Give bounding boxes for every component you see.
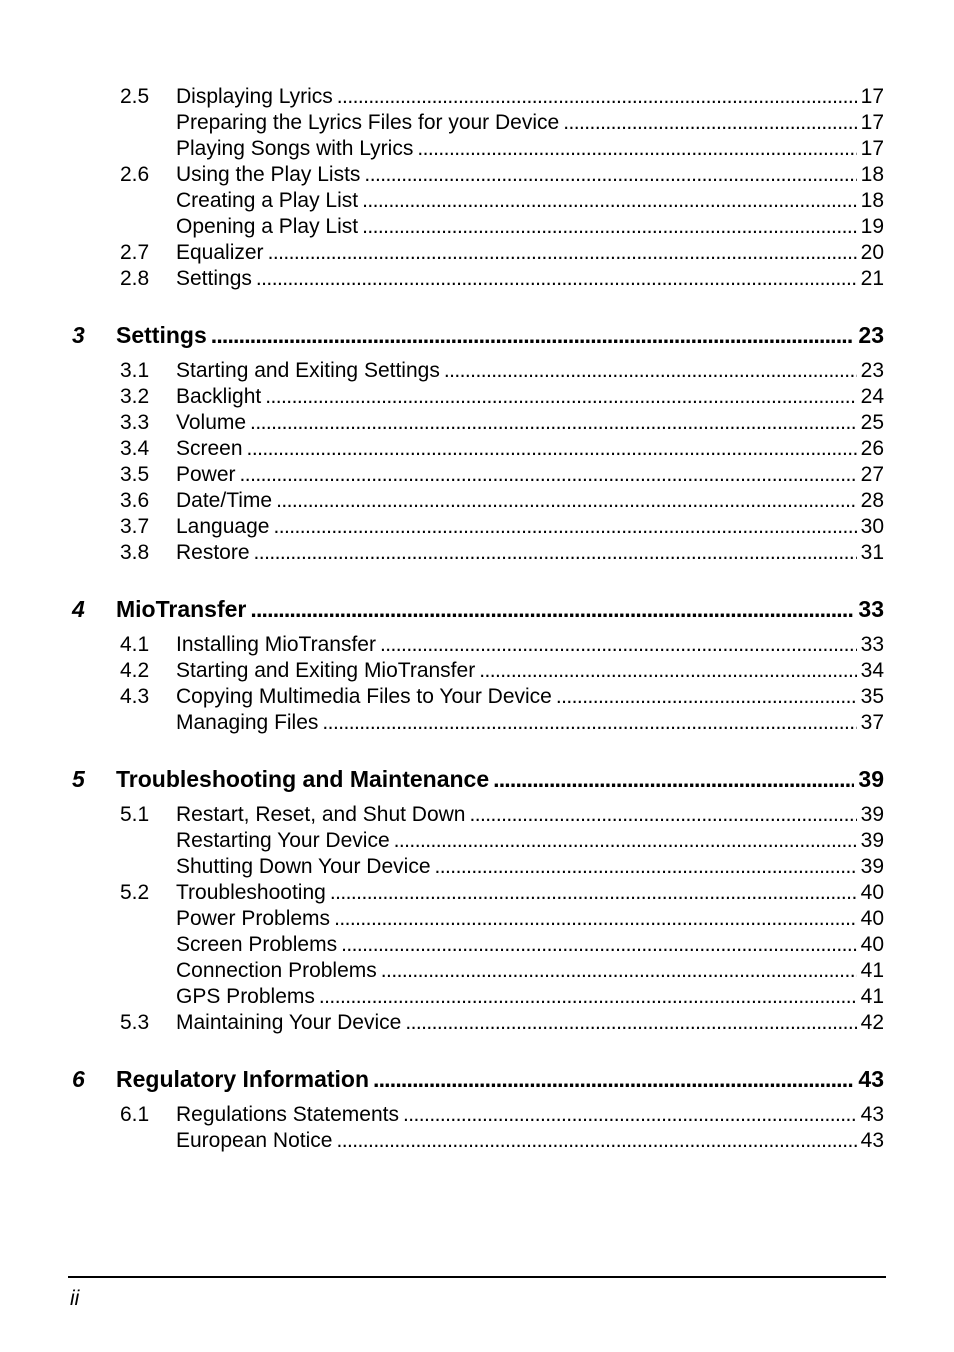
toc-entry-row[interactable] <box>120 658 884 684</box>
toc-entry-number: 3.3 <box>120 411 150 434</box>
dot-leader <box>247 436 857 462</box>
toc-entry-title: European Notice <box>176 1129 333 1152</box>
dot-leader <box>362 214 857 240</box>
toc-entry-page: 30 <box>860 515 884 538</box>
toc-entry-title: Managing Files <box>176 711 319 734</box>
toc-entry-number: 3 <box>72 322 85 348</box>
toc-entry-number: 3.4 <box>120 437 150 460</box>
toc-entry-title: Backlight <box>176 385 262 408</box>
toc-entry-title: Power <box>176 463 236 486</box>
toc-entry-title: Troubleshooting <box>176 881 326 904</box>
dot-leader <box>250 410 857 436</box>
toc-entry-row[interactable] <box>120 1010 884 1036</box>
toc-entry-page: 33 <box>860 633 884 656</box>
toc-entry-row[interactable] <box>120 84 884 110</box>
toc-entry-row[interactable] <box>120 684 884 710</box>
toc-entry-title: Volume <box>176 411 247 434</box>
dot-leader <box>493 764 854 794</box>
toc-entry-title: Restarting Your Device <box>176 829 390 852</box>
toc-entry-page: 43 <box>858 1066 884 1092</box>
toc-chapter-row[interactable] <box>72 320 884 350</box>
toc-entry-title: MioTransfer <box>116 596 247 622</box>
toc-entry-row[interactable] <box>176 188 884 214</box>
dot-leader <box>444 358 857 384</box>
toc-entry-row[interactable] <box>176 1128 884 1154</box>
toc-chapter-row[interactable] <box>72 764 884 794</box>
footer-rule <box>68 1276 886 1278</box>
toc-entry-number: 6 <box>72 1066 85 1092</box>
toc-entry-page: 31 <box>860 541 884 564</box>
toc-entry-page: 17 <box>860 111 884 134</box>
toc-entry-title: Language <box>176 515 270 538</box>
toc-entry-number: 5.1 <box>120 803 150 826</box>
toc-entry-title: Equalizer <box>176 241 264 264</box>
toc-entry-page: 27 <box>860 463 884 486</box>
toc-entry-row[interactable] <box>176 710 884 736</box>
toc-entry-number: 5.3 <box>120 1011 150 1034</box>
toc-entry-number: 3.6 <box>120 489 150 512</box>
toc-entry-page: 37 <box>860 711 884 734</box>
toc-entry-page: 23 <box>860 359 884 382</box>
toc-entry-page: 41 <box>860 959 884 982</box>
toc-entry-page: 18 <box>860 189 884 212</box>
toc-entry-title: Restore <box>176 541 250 564</box>
dot-leader <box>469 802 856 828</box>
dot-leader <box>268 240 857 266</box>
toc-entry-row[interactable] <box>120 384 884 410</box>
toc-entry-page: 25 <box>860 411 884 434</box>
dot-leader <box>394 828 857 854</box>
toc-entry-number: 6.1 <box>120 1103 150 1126</box>
toc-entry-page: 42 <box>860 1011 884 1034</box>
toc-entry-row[interactable] <box>120 462 884 488</box>
toc-entry-row[interactable] <box>120 162 884 188</box>
dot-leader <box>330 880 857 906</box>
toc-entry-page: 23 <box>858 322 884 348</box>
toc-entry-title: Creating a Play List <box>176 189 359 212</box>
dot-leader <box>403 1102 857 1128</box>
toc-chapter-row[interactable] <box>72 1064 884 1094</box>
dot-leader <box>211 320 855 350</box>
toc-entry-title: Power Problems <box>176 907 331 930</box>
toc-entry-page: 39 <box>860 829 884 852</box>
dot-leader <box>380 632 857 658</box>
dot-leader <box>254 540 857 566</box>
toc-entry-page: 26 <box>860 437 884 460</box>
toc-entry-title: Displaying Lyrics <box>176 85 333 108</box>
toc-entry-title: Preparing the Lyrics Files for your Device <box>176 111 560 134</box>
toc-entry-page: 39 <box>860 855 884 878</box>
toc-entry-title: Installing MioTransfer <box>176 633 376 656</box>
dot-leader <box>381 958 857 984</box>
toc-entry-row[interactable] <box>176 214 884 240</box>
toc-entry-row[interactable] <box>120 358 884 384</box>
toc-entry-title: Regulatory Information <box>116 1066 370 1092</box>
toc-entry-row[interactable] <box>176 984 884 1010</box>
toc-entry-row[interactable] <box>120 802 884 828</box>
dot-leader <box>435 854 857 880</box>
toc-entry-page: 34 <box>860 659 884 682</box>
toc-entry-number: 3.5 <box>120 463 150 486</box>
toc-entry-title: Restart, Reset, and Shut Down <box>176 803 466 826</box>
dot-leader <box>479 658 856 684</box>
toc-entry-title: Starting and Exiting MioTransfer <box>176 659 476 682</box>
dot-leader <box>322 710 856 736</box>
toc-entry-page: 24 <box>860 385 884 408</box>
toc-entry-row[interactable] <box>176 958 884 984</box>
dot-leader <box>250 594 854 624</box>
toc-entry-title: Settings <box>176 267 252 290</box>
toc-entry-number: 2.5 <box>120 85 150 108</box>
dot-leader <box>273 514 856 540</box>
toc-entry-page: 35 <box>860 685 884 708</box>
toc-entry-page: 19 <box>860 215 884 238</box>
dot-leader <box>334 906 857 932</box>
toc-entry-title: Copying Multimedia Files to Your Device <box>176 685 552 708</box>
toc-entry-row[interactable] <box>176 136 884 162</box>
toc-entry-number: 5 <box>72 766 85 792</box>
toc-entry-number: 5.2 <box>120 881 150 904</box>
dot-leader <box>417 136 856 162</box>
toc-entry-number: 2.7 <box>120 241 150 264</box>
toc-entry-title: Date/Time <box>176 489 273 512</box>
toc-entry-title: Screen <box>176 437 243 460</box>
toc-entry-title: Settings <box>116 322 207 348</box>
toc-entry-row[interactable] <box>120 514 884 540</box>
toc-entry-page: 21 <box>860 267 884 290</box>
toc-entry-page: 20 <box>860 241 884 264</box>
toc-entry-row[interactable] <box>176 854 884 880</box>
dot-leader <box>364 162 856 188</box>
toc-entry-page: 33 <box>858 596 884 622</box>
dot-leader <box>337 84 857 110</box>
toc-entry-number: 4.3 <box>120 685 150 708</box>
toc-entry-row[interactable] <box>120 632 884 658</box>
toc-entry-title: Opening a Play List <box>176 215 359 238</box>
toc-entry-number: 4.1 <box>120 633 150 656</box>
dot-leader <box>276 488 857 514</box>
toc-entry-title: Shutting Down Your Device <box>176 855 431 878</box>
toc-entry-number: 4 <box>72 596 85 622</box>
toc-entry-page: 43 <box>860 1129 884 1152</box>
dot-leader <box>373 1064 854 1094</box>
toc-entry-row[interactable] <box>120 266 884 292</box>
toc-entry-number: 2.8 <box>120 267 150 290</box>
dot-leader <box>265 384 856 410</box>
toc-entry-number: 4.2 <box>120 659 150 682</box>
toc-entry-page: 39 <box>858 766 884 792</box>
toc-entry-row[interactable] <box>176 110 884 136</box>
dot-leader <box>256 266 857 292</box>
toc-entry-page: 41 <box>860 985 884 1008</box>
toc-entry-row[interactable] <box>120 880 884 906</box>
toc-entry-page: 28 <box>860 489 884 512</box>
toc-entry-row[interactable] <box>120 1102 884 1128</box>
toc-entry-title: Starting and Exiting Settings <box>176 359 440 382</box>
toc-entry-row[interactable] <box>120 240 884 266</box>
toc-chapter-row[interactable] <box>72 594 884 624</box>
toc-entry-page: 40 <box>860 933 884 956</box>
toc-entry-title: Connection Problems <box>176 959 377 982</box>
toc-entry-page: 39 <box>860 803 884 826</box>
toc-entry-row[interactable] <box>176 932 884 958</box>
toc-entry-title: Troubleshooting and Maintenance <box>116 766 490 792</box>
toc-entry-number: 3.8 <box>120 541 150 564</box>
dot-leader <box>319 984 857 1010</box>
dot-leader <box>341 932 857 958</box>
toc-entry-title: Regulations Statements <box>176 1103 399 1126</box>
toc-entry-title: Screen Problems <box>176 933 338 956</box>
toc-entry-number: 3.7 <box>120 515 150 538</box>
dot-leader <box>563 110 856 136</box>
page-number: ii <box>70 1287 80 1310</box>
toc-entry-title: GPS Problems <box>176 985 315 1008</box>
dot-leader <box>405 1010 856 1036</box>
toc-entry-row[interactable] <box>176 906 884 932</box>
toc-entry-number: 3.1 <box>120 359 150 382</box>
dot-leader <box>336 1128 856 1154</box>
dot-leader <box>362 188 857 214</box>
toc-entry-number: 3.2 <box>120 385 150 408</box>
toc-entry-page: 40 <box>860 881 884 904</box>
dot-leader <box>240 462 857 488</box>
toc-entry-row[interactable] <box>120 436 884 462</box>
toc-entry-page: 18 <box>860 163 884 186</box>
toc-entry-row[interactable] <box>120 410 884 436</box>
toc-entry-page: 43 <box>860 1103 884 1126</box>
toc-entry-row[interactable] <box>176 828 884 854</box>
toc-entry-page: 17 <box>860 85 884 108</box>
toc-entry-page: 40 <box>860 907 884 930</box>
toc-entry-row[interactable] <box>120 488 884 514</box>
toc-entry-title: Maintaining Your Device <box>176 1011 402 1034</box>
toc-entry-title: Playing Songs with Lyrics <box>176 137 414 160</box>
toc-entry-page: 17 <box>860 137 884 160</box>
toc-entry-number: 2.6 <box>120 163 150 186</box>
toc-entry-title: Using the Play Lists <box>176 163 361 186</box>
dot-leader <box>556 684 857 710</box>
toc-entry-row[interactable] <box>120 540 884 566</box>
